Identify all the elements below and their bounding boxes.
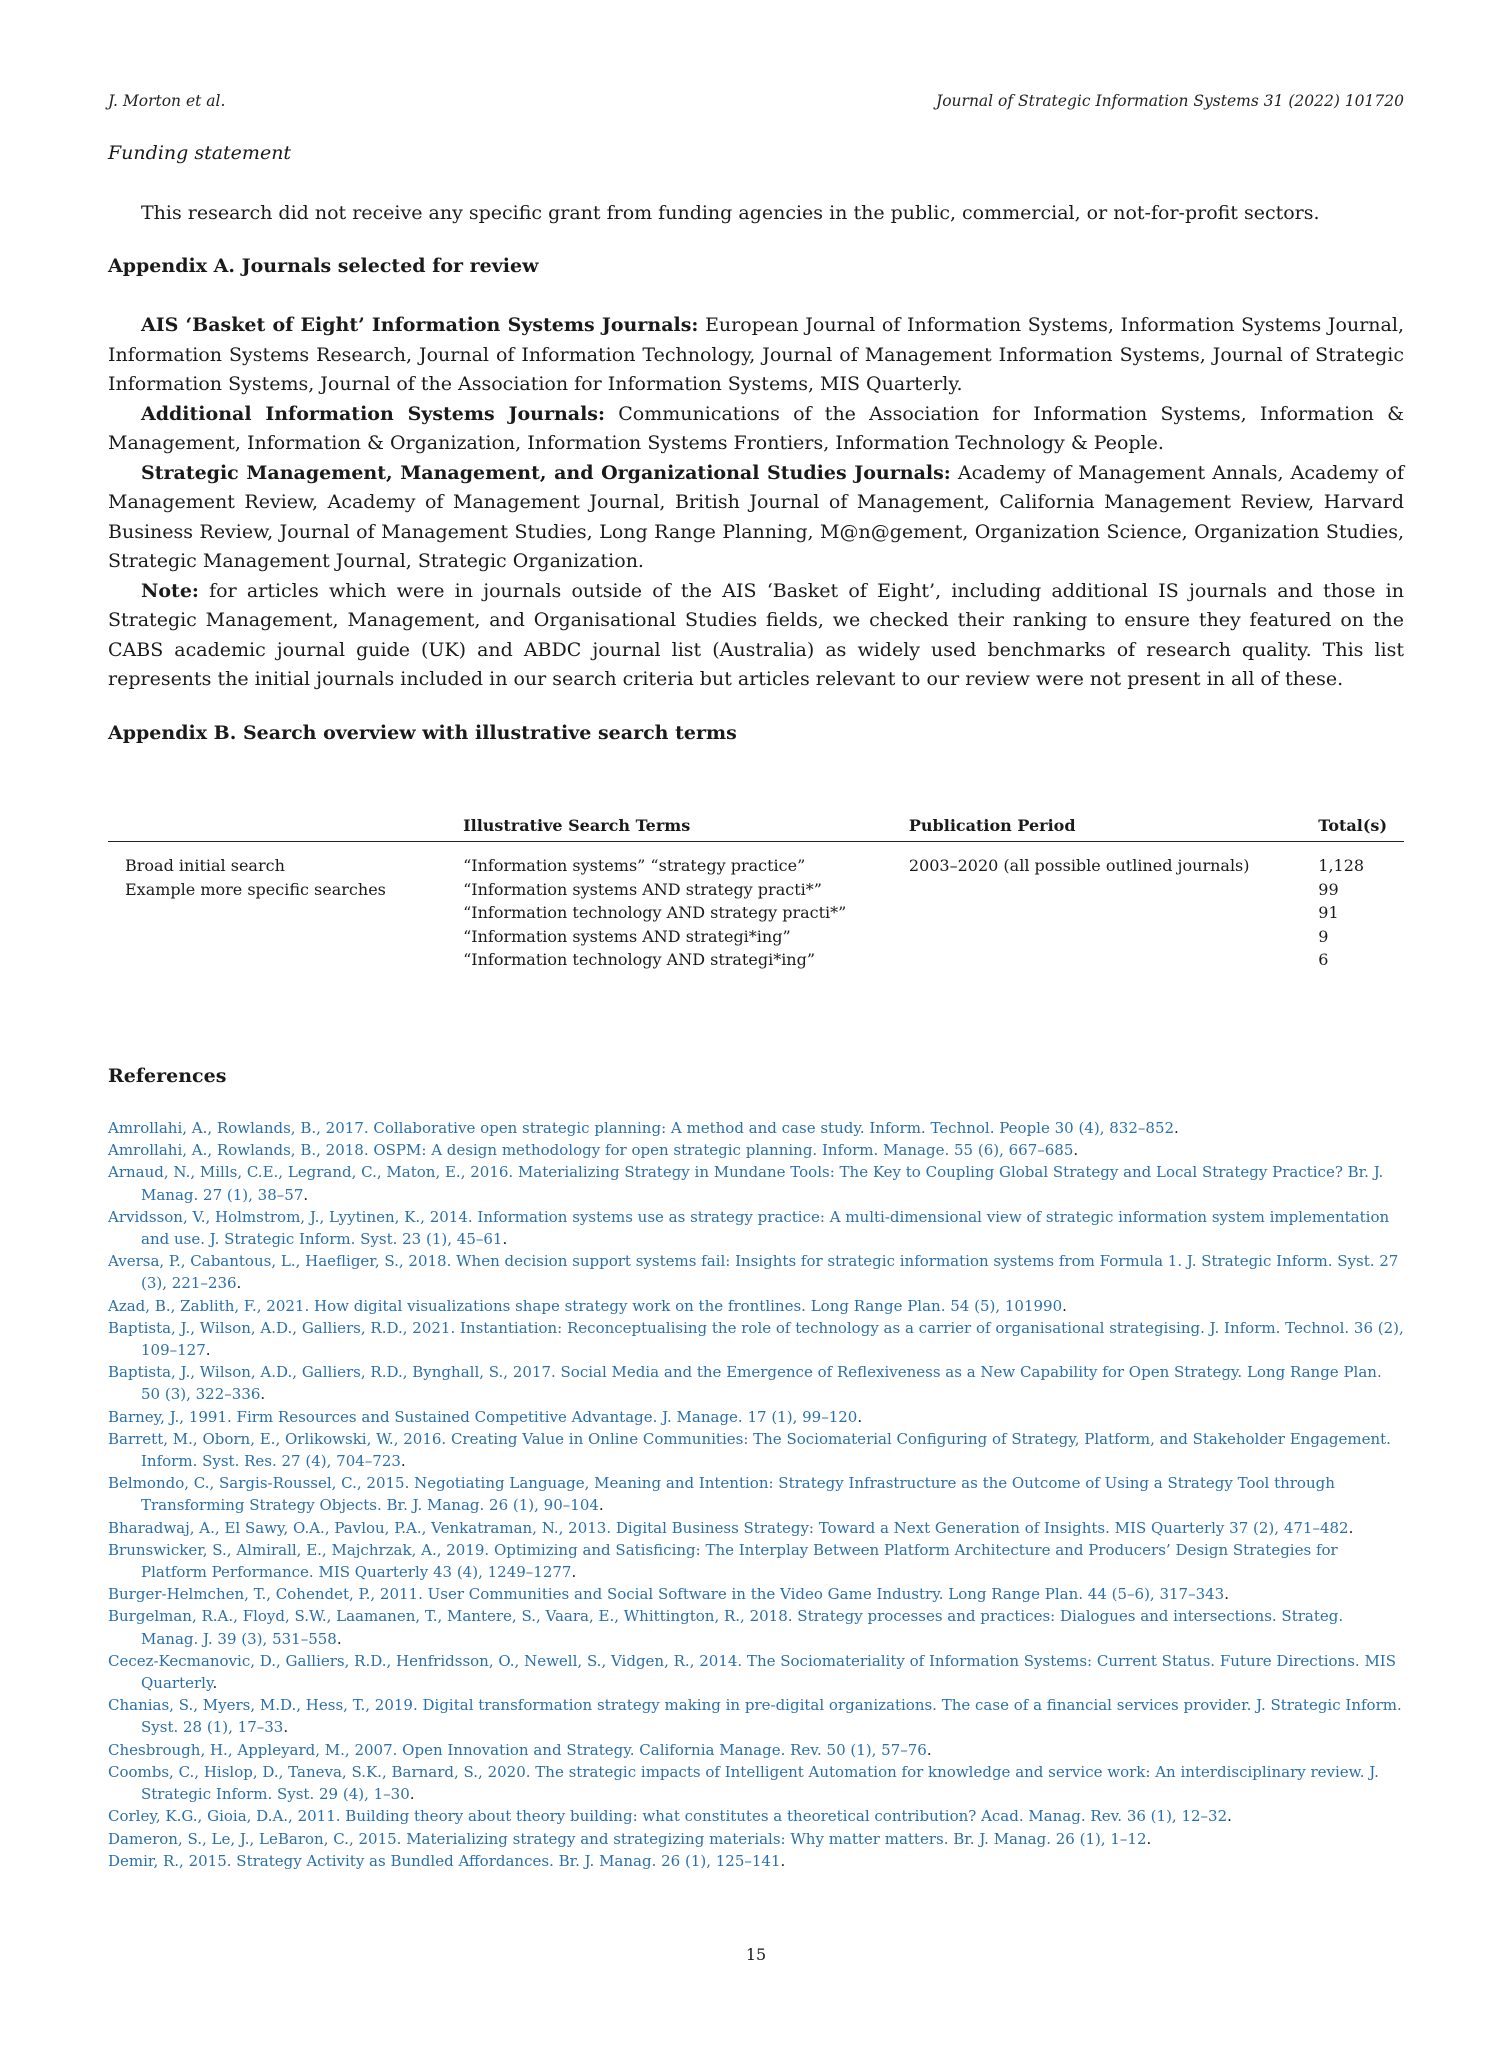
table-cell xyxy=(108,948,463,972)
table-cell xyxy=(108,901,463,925)
table-cell xyxy=(909,948,1318,972)
appendix-b-heading: Appendix B. Search overview with illustrative search terms xyxy=(108,722,737,744)
reference-item[interactable]: Azad, B., Zablith, F., 2021. How digital visualizations shape strategy work on the frontlines. Long Range Plan. 54 (5), 101990. xyxy=(108,1296,1067,1315)
table-cell: 2003–2020 (all possible outlined journals) xyxy=(908,856,1250,875)
paragraph-lead: AIS ‘Basket of Eight’ Information Systems Journals: xyxy=(141,314,699,336)
header-cell: Publication Period xyxy=(909,808,1318,842)
reference-link[interactable]: Burgelman, R.A., Floyd, S.W., Laamanen, T., Mantere, S., Vaara, E., Whittington, R., 2018. Strategy processes and practices: Dialogues and intersections. Strateg. Manag. J. 39 (3), 531–558 xyxy=(108,1607,1344,1648)
table-cell xyxy=(909,901,1318,925)
reference-item[interactable]: Amrollahi, A., Rowlands, B., 2018. OSPM: A design methodology for open strategic planning. Inform. Manage. 55 (6), 667–685. xyxy=(108,1141,1079,1160)
table-cell: Example more specific searches xyxy=(125,879,386,899)
reference-link[interactable]: Brunswicker, S., Almirall, E., Majchrzak, A., 2019. Optimizing and Satisficing: The Interplay Between Platform Architecture and Producers’ Design Strategies for Platform Performance. MIS Quarterly 43 (4), 1249–1277 xyxy=(108,1540,1338,1582)
table-cell: “Information technology AND strategy practi*” xyxy=(463,903,847,922)
references-heading: References xyxy=(108,1065,227,1087)
reference-item[interactable]: Cecez-Kecmanovic, D., Galliers, R.D., Henfridsson, O., Newell, S., Vidgen, R., 2014. The Sociomateriality of Information Systems: Current Status. Future Directions. MIS Quarterly. xyxy=(108,1651,1397,1693)
appendix-a-paragraph xyxy=(108,311,1404,400)
paragraph-text: for articles which were in journals outside of the AIS ‘Basket of Eight’, including additional IS journals and those in Strategic Management, Management, and Organisational Studies fields, we checked their ranking to ensure they featured on the CABS academic journal guide (UK) and ABDC journal list (Australia) as widely used benchmarks of research quality. This list represents the initial journals included in our search criteria but articles relevant to our review were not present in all of these. xyxy=(108,579,1404,690)
reference-link[interactable]: Belmondo, C., Sargis-Roussel, C., 2015. Negotiating Language, Meaning and Intention: Strategy Infrastructure as the Outcome of Using a Strategy Tool through Transforming Strategy Objects. Br. J. Manag. 26 (1), 90–104 xyxy=(108,1474,1335,1515)
running-head-authors: J. Morton et al. xyxy=(108,92,226,110)
reference-link[interactable]: Baptista, J., Wilson, A.D., Galliers, R.D., Bynghall, S., 2017. Social Media and the Emergence of Reflexiveness as a New Capability for Open Strategy. Long Range Plan. 50 (3), 322–336 xyxy=(108,1363,1382,1404)
table-cell xyxy=(108,925,463,949)
reference-item[interactable]: Coombs, C., Hislop, D., Taneva, S.K., Barnard, S., 2020. The strategic impacts of Intelligent Automation for knowledge and service work: An interdisciplinary review. J. Strategic Inform. Syst. 29 (4), 1–30. xyxy=(108,1762,1379,1804)
table-cell: 99 xyxy=(1318,879,1339,899)
paragraph-text: Communications of the Association for Information Systems, Information & Management, Information & Organization, Information Systems Frontiers, Information Technology & People. xyxy=(108,402,1404,454)
paragraph-lead: Additional Information Systems Journals: xyxy=(141,402,606,425)
reference-item[interactable]: Baptista, J., Wilson, A.D., Galliers, R.D., Bynghall, S., 2017. Social Media and the Emergence of Reflexiveness as a New Capability for Open Strategy. Long Range Plan. 50 (3), 322–336. xyxy=(108,1363,1382,1404)
reference-link[interactable]: Arnaud, N., Mills, C.E., Legrand, C., Maton, E., 2016. Materializing Strategy in Mundane Tools: The Key to Coupling Global Strategy and Local Strategy Practice? Br. J. Manag. 27 (1), 38–57 xyxy=(108,1163,1384,1204)
reference-item[interactable]: Demir, R., 2015. Strategy Activity as Bundled Affordances. Br. J. Manag. 26 (1), 125–141. xyxy=(108,1851,786,1870)
reference-link[interactable]: Demir, R., 2015. Strategy Activity as Bundled Affordances. Br. J. Manag. 26 (1), 125–141 xyxy=(108,1851,781,1870)
table-cell xyxy=(909,925,1318,949)
table-row xyxy=(108,925,1404,949)
reference-item[interactable]: Baptista, J., Wilson, A.D., Galliers, R.D., 2021. Instantiation: Reconceptualising the role of technology as a carrier of organisational strategising. J. Inform. Technol. 36 (2), 109–127. xyxy=(108,1318,1404,1360)
reference-link[interactable]: Arvidsson, V., Holmstrom, J., Lyytinen, K., 2014. Information systems use as strategy practice: A multi-dimensional view of strategic information system implementation and use. J. Strategic Inform. Syst. 23 (1), 45–61 xyxy=(108,1207,1390,1249)
reference-link[interactable]: Barney, J., 1991. Firm Resources and Sustained Competitive Advantage. J. Manage. 17 (1), 99–120 xyxy=(108,1407,858,1426)
reference-item[interactable]: Arnaud, N., Mills, C.E., Legrand, C., Maton, E., 2016. Materializing Strategy in Mundane Tools: The Key to Coupling Global Strategy and Local Strategy Practice? Br. J. Manag. 27 (1), 38–57. xyxy=(108,1163,1384,1204)
table-header-row xyxy=(108,808,1404,842)
reference-item[interactable]: Barrett, M., Oborn, E., Orlikowski, W., 2016. Creating Value in Online Communities: The Sociomaterial Configuring of Strategy, Platform, and Stakeholder Engagement. Inform. Syst. Res. 27 (4), 704–723. xyxy=(108,1429,1391,1471)
table-cell: “Information systems” “strategy practice” xyxy=(463,856,806,875)
paragraph-text: Academy of Management Annals, Academy of Management Review, Academy of Management Journal, British Journal of Management, California Management Review, Harvard Business Review, Journal of Management Studies, Long Range Planning, M@n@gement, Organization Science, Organization Studies, Strategic Management Journal, Strategic Organization. xyxy=(108,461,1404,572)
reference-link[interactable]: Barrett, M., Oborn, E., Orlikowski, W., 2016. Creating Value in Online Communities: The Sociomaterial Configuring of Strategy, Platform, and Stakeholder Engagement. Inform. Syst. Res. 27 (4), 704–723 xyxy=(108,1429,1391,1471)
reference-link[interactable]: Chesbrough, H., Appleyard, M., 2007. Open Innovation and Strategy. California Manage. Rev. 50 (1), 57–76 xyxy=(108,1740,927,1759)
reference-item[interactable]: Belmondo, C., Sargis-Roussel, C., 2015. Negotiating Language, Meaning and Intention: Strategy Infrastructure as the Outcome of Using a Strategy Tool through Transforming Strategy Objects. Br. J. Manag. 26 (1), 90–104. xyxy=(108,1474,1335,1515)
table-cell xyxy=(909,878,1318,902)
reference-link[interactable]: Bharadwaj, A., El Sawy, O.A., Pavlou, P.A., Venkatraman, N., 2013. Digital Business Strategy: Toward a Next Generation of Insights. MIS Quarterly 37 (2), 471–482 xyxy=(108,1518,1349,1537)
reference-item[interactable]: Dameron, S., Le, J., LeBaron, C., 2015. Materializing strategy and strategizing materials: Why matter matters. Br. J. Manag. 26 (1), 1–12. xyxy=(108,1829,1152,1848)
reference-link[interactable]: Cecez-Kecmanovic, D., Galliers, R.D., Henfridsson, O., Newell, S., Vidgen, R., 2014. The Sociomateriality of Information Systems: Current Status. Future Directions. MIS Quarterly xyxy=(108,1651,1397,1693)
reference-link[interactable]: Corley, K.G., Gioia, D.A., 2011. Building theory about theory building: what constitutes a theoretical contribution? Acad. Manag. Rev. 36 (1), 12–32 xyxy=(108,1807,1228,1826)
reference-item[interactable]: Barney, J., 1991. Firm Resources and Sustained Competitive Advantage. J. Manage. 17 (1), 99–120. xyxy=(108,1407,863,1426)
reference-link[interactable]: Aversa, P., Cabantous, L., Haefliger, S., 2018. When decision support systems fail: Insights for strategic information systems from Formula 1. J. Strategic Inform. Syst. 27 (3), 221–236 xyxy=(108,1252,1399,1293)
reference-item[interactable]: Corley, K.G., Gioia, D.A., 2011. Building theory about theory building: what constitutes a theoretical contribution? Acad. Manag. Rev. 36 (1), 12–32. xyxy=(108,1807,1232,1826)
page-number: 15 xyxy=(745,1945,767,1964)
paragraph-lead: Strategic Management, Management, and Organizational Studies Journals: xyxy=(141,461,951,484)
table-cell: 91 xyxy=(1318,903,1339,922)
funding-text: This research did not receive any specific grant from funding agencies in the public, commercial, or not-for-profit sectors. xyxy=(141,202,1320,224)
reference-link[interactable]: Amrollahi, A., Rowlands, B., 2018. OSPM: A design methodology for open strategic planning. Inform. Manage. 55 (6), 667–685 xyxy=(108,1141,1074,1160)
table-row xyxy=(108,901,1404,925)
funding-title: Funding statement xyxy=(108,142,292,164)
search-overview-table xyxy=(108,808,1404,972)
reference-item[interactable]: Burgelman, R.A., Floyd, S.W., Laamanen, T., Mantere, S., Vaara, E., Whittington, R., 2018. Strategy processes and practices: Dialogues and intersections. Strateg. Manag. J. 39 (3), 531–558. xyxy=(108,1607,1344,1648)
reference-item[interactable]: Chanias, S., Myers, M.D., Hess, T., 2019. Digital transformation strategy making in pre-digital organizations. The case of a financial services provider. J. Strategic Inform. Syst. 28 (1), 17–33. xyxy=(108,1696,1402,1737)
reference-link[interactable]: Chanias, S., Myers, M.D., Hess, T., 2019. Digital transformation strategy making in pre-digital organizations. The case of a financial services provider. J. Strategic Inform. Syst. 28 (1), 17–33 xyxy=(108,1696,1402,1737)
reference-link[interactable]: Azad, B., Zablith, F., 2021. How digital visualizations shape strategy work on the frontlines. Long Range Plan. 54 (5), 101990 xyxy=(108,1296,1063,1315)
table-cell: 6 xyxy=(1318,950,1329,969)
reference-item[interactable]: Burger-Helmchen, T., Cohendet, P., 2011. User Communities and Social Software in the Video Game Industry. Long Range Plan. 44 (5–6), 317–343. xyxy=(108,1585,1229,1604)
running-head-journal: Journal of Strategic Information Systems 31 (2022) 101720 xyxy=(936,92,1404,110)
table-row xyxy=(108,842,1404,878)
appendix-a-paragraph xyxy=(108,577,1404,695)
table-cell: Broad initial search xyxy=(125,856,285,875)
table-cell: 1,128 xyxy=(1318,856,1365,875)
reference-item[interactable]: Chesbrough, H., Appleyard, M., 2007. Open Innovation and Strategy. California Manage. Rev. 50 (1), 57–76. xyxy=(108,1740,932,1759)
reference-link[interactable]: Baptista, J., Wilson, A.D., Galliers, R.D., 2021. Instantiation: Reconceptualising the role of technology as a carrier of organisational strategising. J. Inform. Technol. 36 (2), 109–127 xyxy=(108,1318,1404,1360)
reference-item[interactable]: Aversa, P., Cabantous, L., Haefliger, S., 2018. When decision support systems fail: Insights for strategic information systems from Formula 1. J. Strategic Inform. Syst. 27 (3), 221–236. xyxy=(108,1252,1399,1293)
reference-item[interactable]: Amrollahi, A., Rowlands, B., 2017. Collaborative open strategic planning: A method and case study. Inform. Technol. People 30 (4), 832–852. xyxy=(108,1119,1179,1137)
reference-list xyxy=(108,1117,1404,1872)
appendix-a-body xyxy=(108,311,1404,695)
paragraph-lead: Note: xyxy=(141,579,199,602)
reference-item[interactable]: Bharadwaj, A., El Sawy, O.A., Pavlou, P.A., Venkatraman, N., 2013. Digital Business Strategy: Toward a Next Generation of Insights. MIS Quarterly 37 (2), 471–482. xyxy=(108,1518,1354,1537)
table-cell: “Information systems AND strategi*ing” xyxy=(463,926,791,946)
reference-link[interactable]: Dameron, S., Le, J., LeBaron, C., 2015. Materializing strategy and strategizing materials: Why matter matters. Br. J. Manag. 26 (1), 1–12 xyxy=(108,1829,1147,1848)
reference-link[interactable]: Amrollahi, A., Rowlands, B., 2017. Collaborative open strategic planning: A method and case study. Inform. Technol. People 30 (4), 832–852 xyxy=(108,1119,1175,1137)
header-cell: Illustrative Search Terms xyxy=(463,808,909,842)
table-row xyxy=(108,948,1404,972)
header-cell xyxy=(108,808,463,842)
appendix-a-paragraph xyxy=(108,400,1404,459)
reference-link[interactable]: Coombs, C., Hislop, D., Taneva, S.K., Barnard, S., 2020. The strategic impacts of Intelligent Automation for knowledge and service work: An interdisciplinary review. J. Strategic Inform. Syst. 29 (4), 1–30 xyxy=(108,1762,1379,1804)
appendix-a-heading: Appendix A. Journals selected for review xyxy=(108,255,539,277)
header-cell: Total(s) xyxy=(1318,808,1404,842)
table-row xyxy=(108,878,1404,902)
reference-link[interactable]: Burger-Helmchen, T., Cohendet, P., 2011. User Communities and Social Software in the Video Game Industry. Long Range Plan. 44 (5–6), 317–343 xyxy=(108,1585,1225,1604)
reference-item[interactable]: Arvidsson, V., Holmstrom, J., Lyytinen, K., 2014. Information systems use as strategy practice: A multi-dimensional view of strategic information system implementation and use. J. Strategic Inform. Syst. 23 (1), 45–61. xyxy=(108,1207,1390,1249)
table-cell: “Information technology AND strategi*ing” xyxy=(463,950,816,969)
appendix-a-paragraph xyxy=(108,459,1404,577)
table-cell: 9 xyxy=(1318,926,1329,946)
reference-item[interactable]: Brunswicker, S., Almirall, E., Majchrzak, A., 2019. Optimizing and Satisficing: The Interplay Between Platform Architecture and Producers’ Design Strategies for Platform Performance. MIS Quarterly 43 (4), 1249–1277. xyxy=(108,1540,1338,1582)
paragraph-text: European Journal of Information Systems, Information Systems Journal, Information Systems Research, Journal of Information Technology, Journal of Management Information Systems, Journal of Strategic Information Systems, Journal of the Association for Information Systems, MIS Quarterly. xyxy=(108,314,1404,395)
table-cell: “Information systems AND strategy practi*” xyxy=(463,879,822,899)
